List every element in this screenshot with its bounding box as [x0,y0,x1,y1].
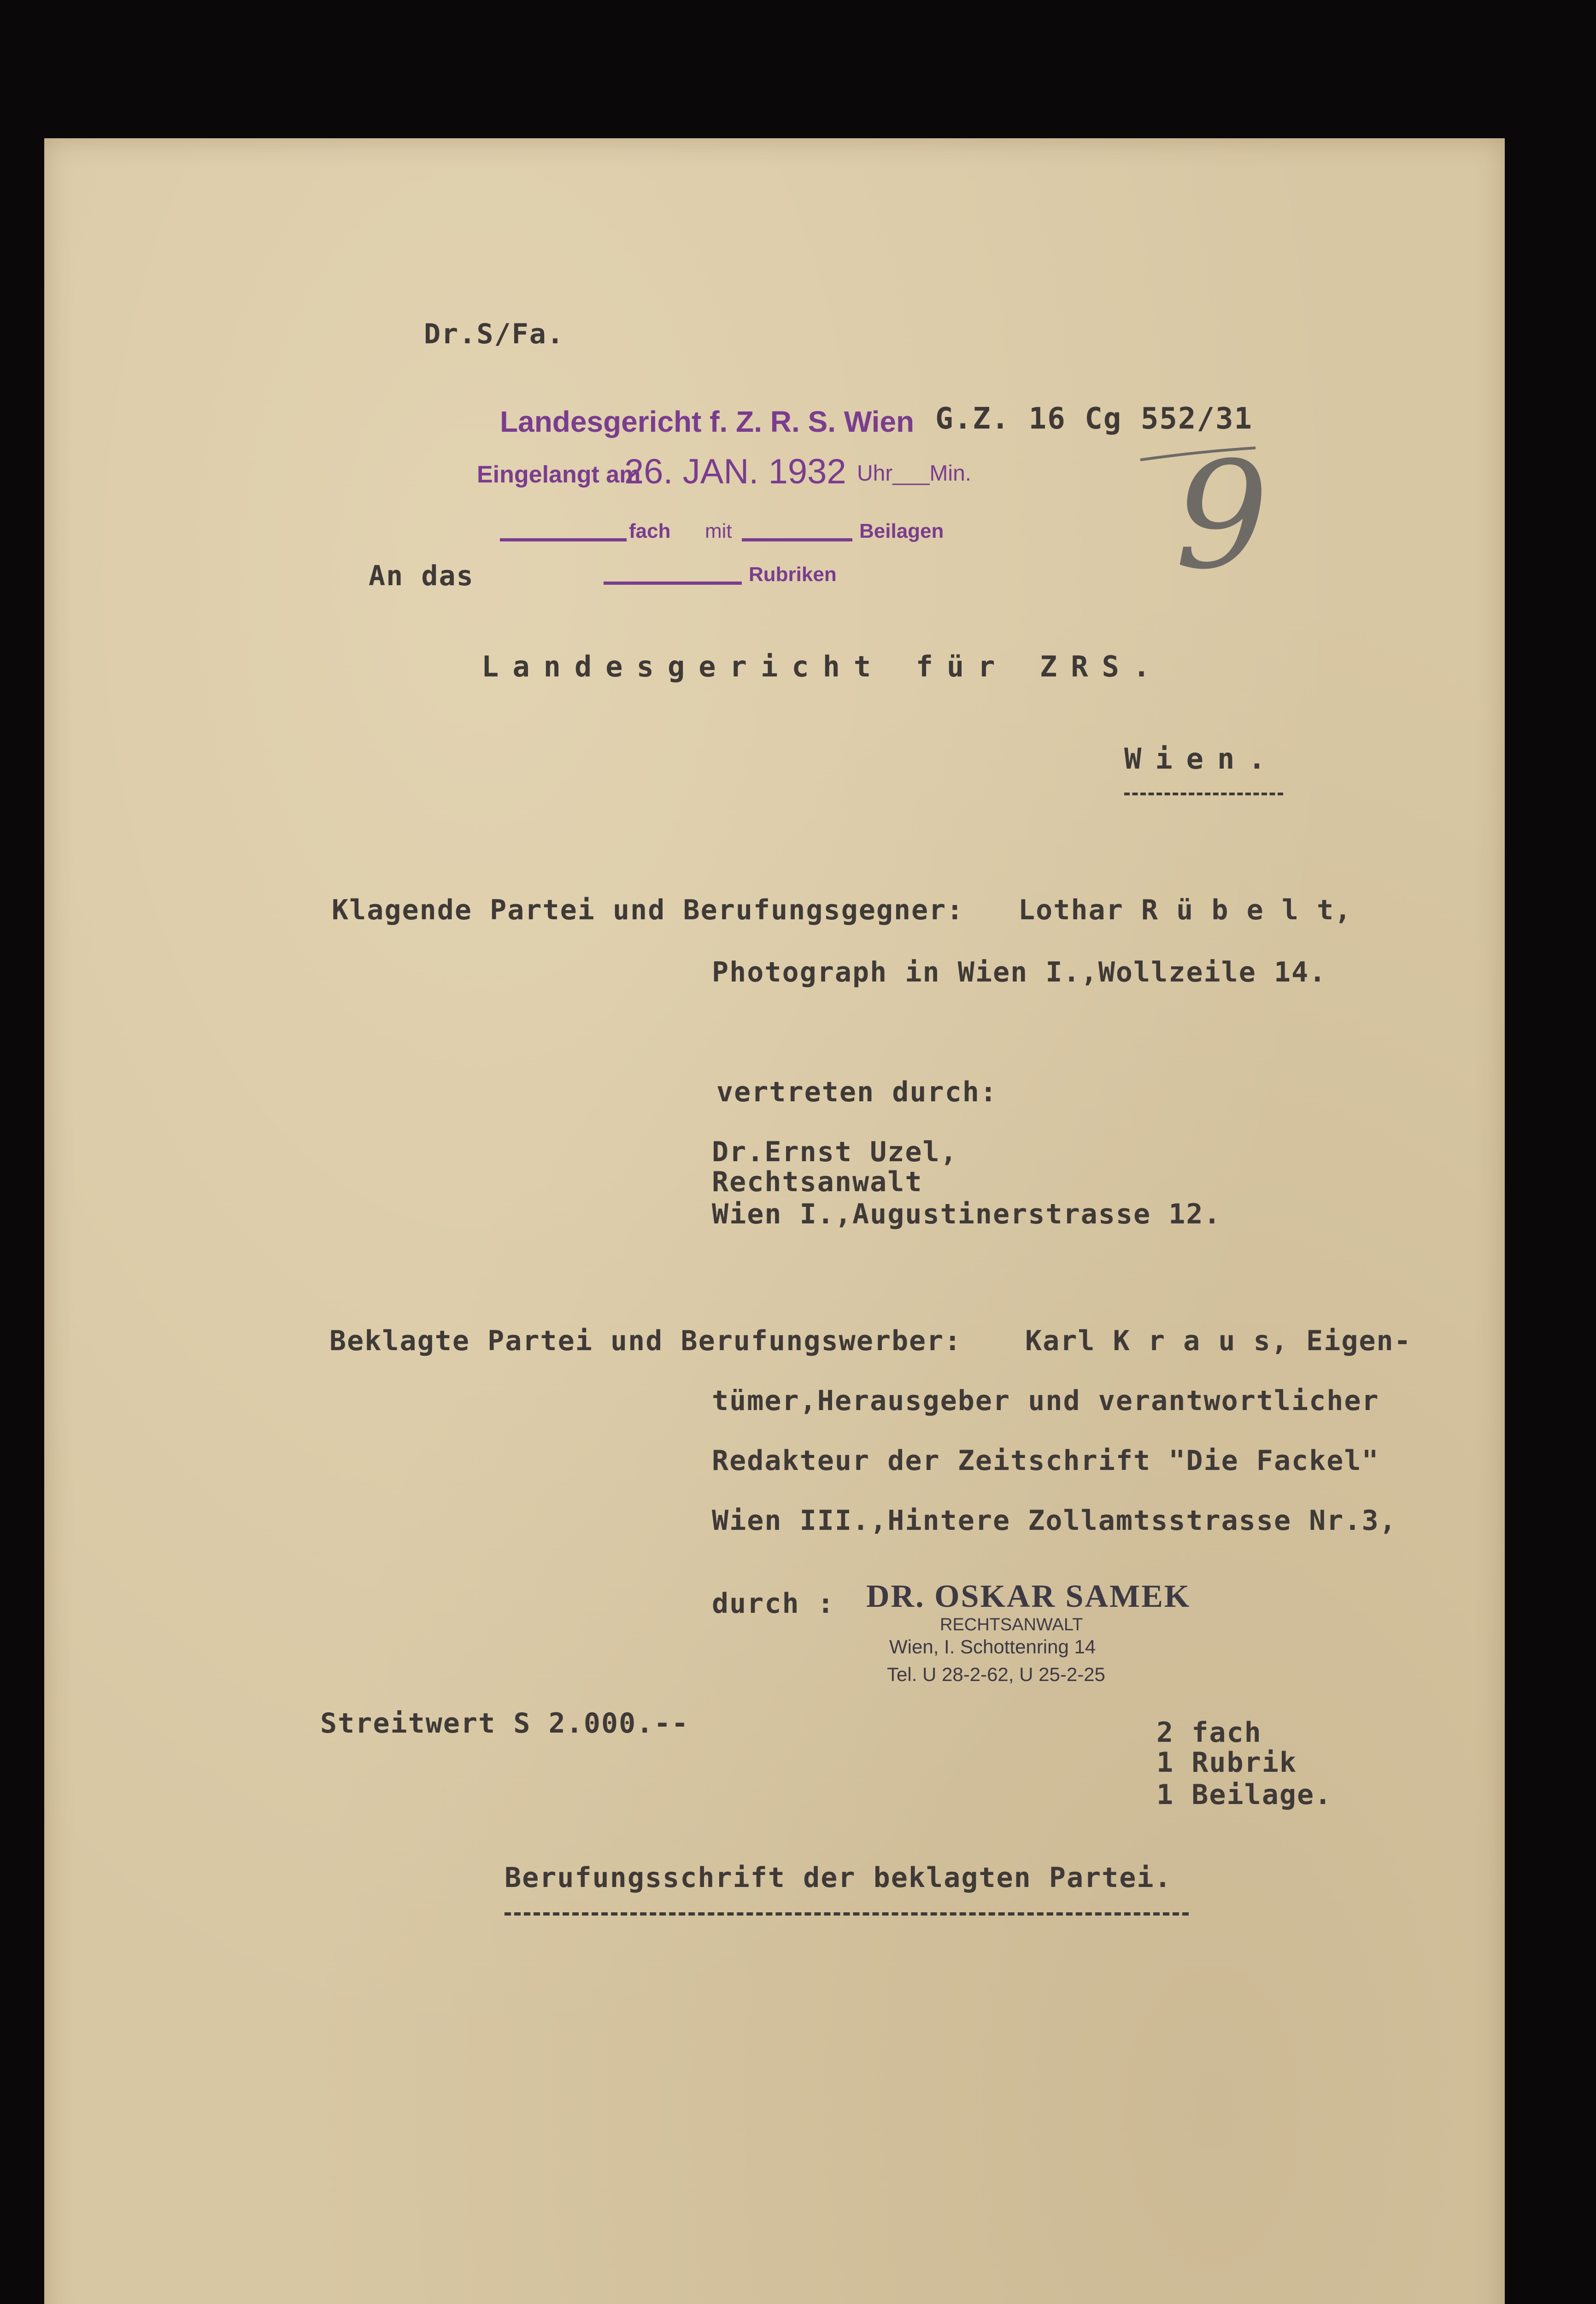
with-label: mit [705,520,732,542]
defendant-by-label: durch : [712,1587,835,1620]
defendant-line-2: tümer,Herausgeber und verantwortlicher [712,1385,1379,1417]
plaintiff-name: Lothar R ü b e l t, [1018,894,1352,926]
document-title: Berufungsschrift der beklagten Partei. [505,1862,1172,1894]
attachment-count: 1 Beilage. [1156,1779,1332,1811]
rubric-count: 1 Rubrik [1156,1746,1297,1779]
defendant-line-3: Redakteur der Zeitschrift "Die Fackel" [712,1445,1379,1477]
case-number: G.Z. 16 Cg 552/31 [935,402,1253,436]
defendant-line-4: Wien III.,Hintere Zollamtsstrasse Nr.3, [712,1505,1397,1537]
value-in-dispute: Streitwert S 2.000.-- [320,1707,689,1740]
lawyer-stamp-address: Wien, I. Schottenring 14 [889,1636,1096,1657]
time-label: Uhr___Min. [857,461,972,486]
plaintiff-lawyer-address: Wien I.,Augustinerstrasse 12. [712,1198,1221,1230]
lawyer-stamp-name: DR. OSKAR SAMEK [866,1579,1191,1614]
court-stamp-line: Landesgericht f. Z. R. S. Wien [500,405,915,438]
reference-code: Dr.S/Fa. [424,318,564,350]
plaintiff-details: Photograph in Wien I.,Wollzeile 14. [712,956,1327,988]
plaintiff-lawyer-title: Rechtsanwalt [712,1166,923,1198]
stamp-blank-line [742,538,852,541]
lawyer-stamp-title: RECHTSANWALT [940,1615,1083,1634]
received-label: Eingelangt am [477,461,641,488]
court-name: Landesgericht für ZRS. [481,650,1164,683]
copies-count: 2 fach [1156,1716,1262,1749]
stamp-blank-line [500,538,627,541]
defendant-label: Beklagte Partei und Berufungswerber: [329,1325,962,1357]
rubrics-label: Rubriken [749,563,837,586]
attachments-label: Beilagen [859,520,944,542]
plaintiff-label: Klagende Partei und Berufungsgegner: [332,894,964,926]
addressee-prefix: An das [369,560,474,592]
lawyer-stamp-phone: Tel. U 28-2-62, U 25-2-25 [887,1663,1105,1685]
title-underline [505,1912,1189,1916]
received-date: 26. JAN. 1932 [624,452,846,491]
copies-label: fach [629,520,671,542]
represented-label: vertreten durch: [716,1076,998,1108]
stamp-blank-line [604,582,742,585]
pencil-stroke [1138,446,1258,464]
plaintiff-lawyer-name: Dr.Ernst Uzel, [712,1136,958,1168]
court-city: Wien. [1124,742,1279,776]
defendant-name: Karl K r a u s, Eigen- [1025,1325,1412,1357]
city-underline [1124,793,1283,795]
pencil-number: 9 [1175,430,1269,602]
